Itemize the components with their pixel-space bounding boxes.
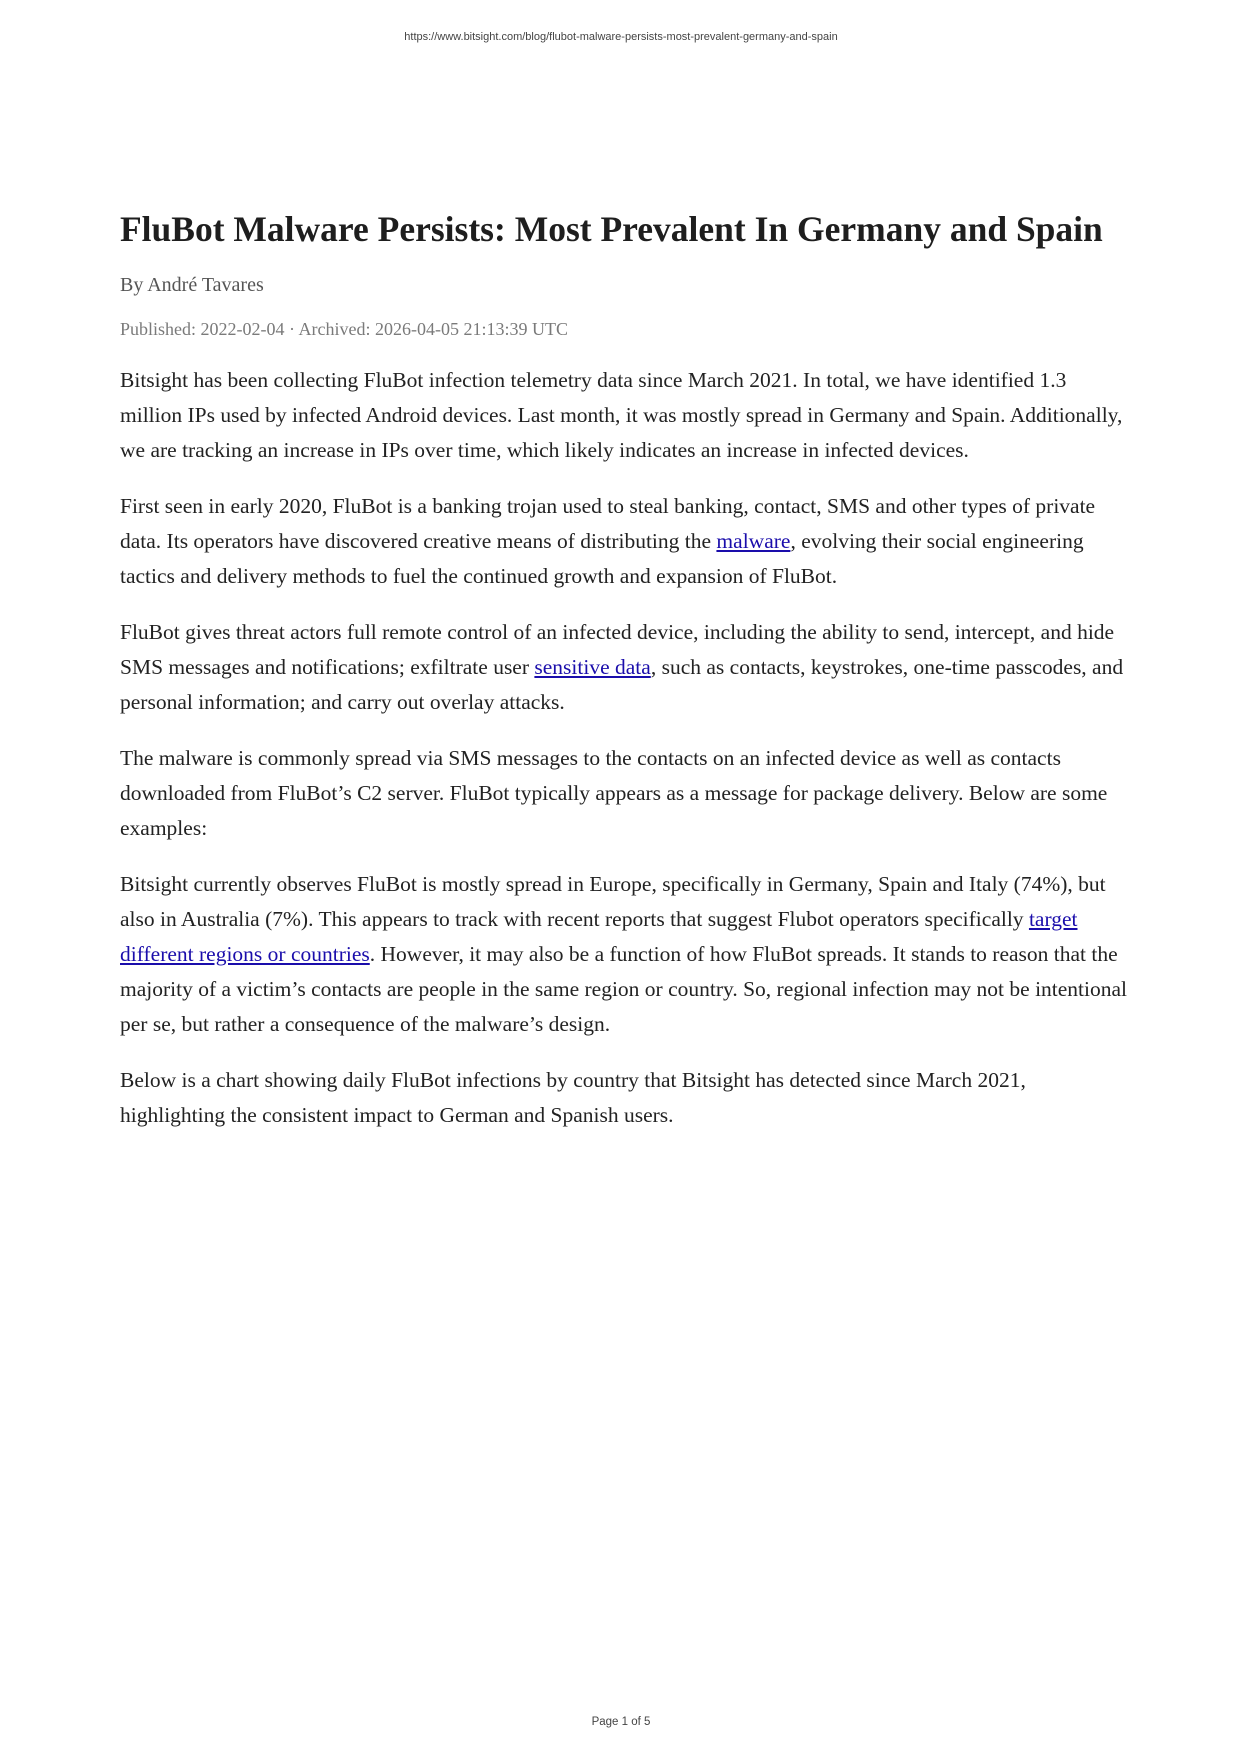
sensitive-data-link[interactable]: sensitive data — [534, 654, 651, 679]
paragraph-first-seen — [120, 489, 1130, 594]
paragraph-text: , evolving their social engineering tactics and delivery methods to fuel the continued growth and expansion of FluBot. — [120, 528, 1084, 588]
paragraph-text: FluBot gives threat actors full remote control of an infected device, including the ability to send, intercept, and hide SMS messages and notifications; exfiltrate user — [120, 619, 1115, 679]
paragraph-remote-control — [120, 615, 1130, 720]
article-title: FluBot Malware Persists: Most Prevalent In Germany and Spain — [120, 209, 1103, 249]
malware-link[interactable]: malware — [716, 528, 791, 553]
article-byline: By André Tavares — [120, 273, 264, 296]
page-url-header: https://www.bitsight.com/blog/flubot-malware-persists-most-prevalent-germany-and-spain — [404, 31, 838, 43]
paragraph-telemetry: Bitsight has been collecting FluBot infection telemetry data since March 2021. In total, we have identified 1.3 million IPs used by infected Android devices. Last month, it was mostly spread in Germany and Spain. Additionally, we are tracking an increase in IPs over time, which likely indicates an increase in infected devices. — [120, 367, 1123, 462]
paragraph-text: Bitsight currently observes FluBot is mostly spread in Europe, specifically in Germany, Spain and Italy (74%), but also in Australia (7%). This appears to track with recent reports that suggest Flubot operators specifically — [120, 871, 1106, 931]
paragraph-text: First seen in early 2020, FluBot is a banking trojan used to steal banking, contact, SMS and other types of private data. Its operators have discovered creative means of distributing the — [120, 493, 1096, 553]
article — [120, 208, 1130, 1154]
paragraph-text: . However, it may also be a function of how FluBot spreads. It stands to reason that the majority of a victim’s contacts are people in the same region or country. So, regional infection may not be intentional per se, but rather a consequence of the malware’s design. — [120, 941, 1128, 1036]
target-regions-link[interactable]: target different regions or countries — [120, 906, 1078, 966]
article-publish-meta: Published: 2022-02-04 · Archived: 2026-04-05 21:13:39 UTC — [120, 318, 568, 339]
paragraph-text: , such as contacts, keystrokes, one-time passcodes, and personal information; and carry out overlay attacks. — [120, 654, 1124, 714]
paragraph-spread-sms: The malware is commonly spread via SMS messages to the contacts on an infected device as well as contacts downloaded from FluBot’s C2 server. FluBot typically appears as a message for package delivery. Below are some examples: — [120, 745, 1108, 840]
article-body — [120, 363, 1130, 1133]
page-number-footer: Page 1 of 5 — [591, 1716, 651, 1728]
paragraph-regions — [120, 867, 1130, 1042]
paragraph-chart-intro: Below is a chart showing daily FluBot infections by country that Bitsight has detected since March 2021, highlighting the consistent impact to German and Spanish users. — [120, 1067, 1026, 1127]
